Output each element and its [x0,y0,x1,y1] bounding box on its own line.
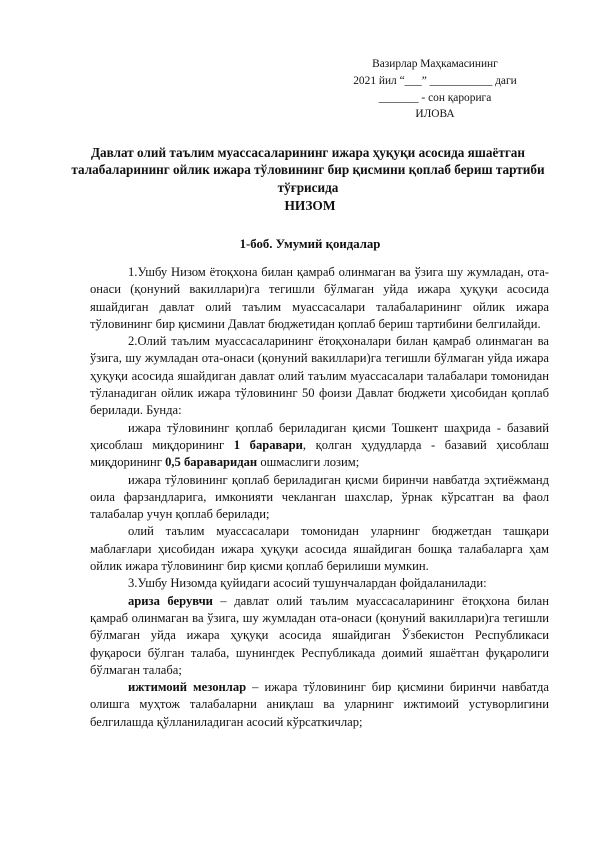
header-line-ministry: Вазирлар Маҳкамасининг [372,58,498,70]
header-line-decree: _______ - сон қарорига [378,91,492,104]
term-applicant: ариза берувчи [128,593,213,608]
document-subtitle: НИЗОМ [284,198,336,213]
paragraph-5: олий таълим муассасалари томонидан уларнинг бюджетдан ташқари маблағлари ҳисобидан ижара ҳуқуқи асосида яшайдиган бошқа талабаларга ҳам ойлик ижара тўловининг бир қисми қоплаб берилиши мумкин. [90,524,549,574]
paragraph-8 [90,679,549,731]
document-body [90,264,549,731]
paragraph-3-text-e: ошмаслиги лозим; [257,455,360,470]
paragraph-8-definition: – ижара тўловининг бир қисмини биринчи навбатда олишга муҳтож талабаларни аниқлаш ва уларнинг ижтимоий устуворлигини белгилашда қўлланиладиган асосий кўрсаткичлар; [90,680,549,729]
document-title: Давлат олий таълим муассасаларининг ижара ҳуқуқи асосида яшаётган талабаларининг ойлик ижара тўловининг бир қисмини қоплаб бериш тартиби тўғрисида [71,145,545,195]
paragraph-2: 2.Олий таълим муассасаларининг ётоқхоналари билан қамраб олинмаган ва ўзига, шу жумладан ота-онаси (қонуний вакиллари)га тегишли бўлмаган уйда ижара ҳуқуқи асосида яшайдиган давлат олий таълим муассасалари талабалари томонидан тўланадиган ойлик ижара тўловининг 50 фоизи Давлат бюджети ҳисобидан қоплаб берилади. Бунда: [90,334,549,418]
paragraph-7 [90,593,549,679]
paragraph-6: 3.Ушбу Низомда қуйидаги асосий тушунчалардан фойдаланилади: [128,576,487,591]
paragraph-3 [90,420,549,472]
chapter-heading: 1-боб. Умумий қоидалар [239,237,381,251]
paragraph-4: ижара тўловининг қоплаб бериладиган қисми биринчи навбатда эҳтиёжманд оила фарзандларига, имконияти чекланган шахслар, ўрнак кўрсатган ва фаол талабалар учун қоплаб берилади; [90,472,549,522]
paragraph-3-bold-2: 0,5 бараваридан [165,455,258,470]
header-line-appendix: ИЛОВА [415,108,455,121]
term-social-criteria: ижтимоий мезонлар [128,680,247,695]
paragraph-3-text-c: , қолган ҳудудларда - базавий ҳисоблаш миқдорининг [90,437,549,470]
paragraph-3-text-a: ижара тўловининг қоплаб бериладиган қисми Тошкент шаҳрида - базавий ҳисоблаш миқдорининг [90,420,549,452]
paragraph-3-bold-1: 1 баравари [233,437,303,452]
paragraph-1: 1.Ушбу Низом ётоқхона билан қамраб олинмаган ва ўзига шу жумладан, ота-онаси (қонуний вакиллари)га тегишли бўлмаган уйда ижара ҳуқуқи асосида яшайдиган давлат олий таълим муассасалари талабаларининг ойлик ижара тўловининг бир қисмини Давлат бюджетидан қоплаб бериш тартибини белгилайди. [90,265,549,331]
header-line-date: 2021 йил “___” ___________ даги [353,74,517,87]
approval-header [340,56,530,123]
paragraph-7-definition: – давлат олий таълим муассасаларининг ётоқхона билан қамраб олинмаган ва ўзига, шу жумладан ота-онаси (қонуний вакиллари)га тегишли бўлмаган уйда ижара ҳуқуқи асосида яшайдиган Ўзбекистон Республикаси фуқароси бўлган талаба, шунингдек Республикада доимий яшаётган фуқаролиги бўлмаган талаба; [90,593,549,677]
